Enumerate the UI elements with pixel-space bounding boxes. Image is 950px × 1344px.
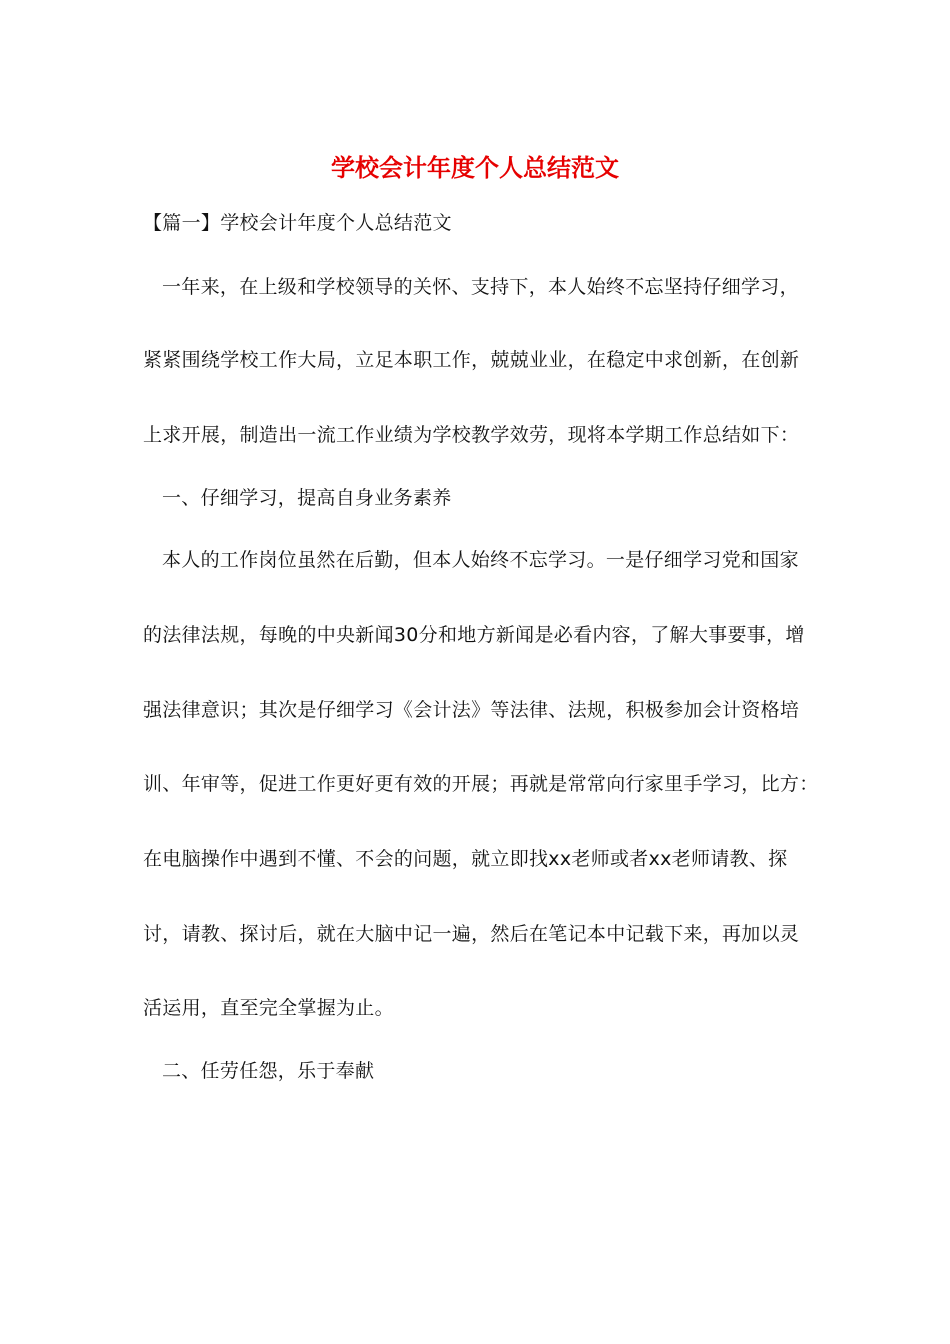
paragraph-line: 训、年审等，促进工作更好更有效的开展；再就是常常向行家里手学习，比方：: [143, 773, 819, 795]
paragraph-line: 本人的工作岗位虽然在后勤，但本人始终不忘学习。一是仔细学习党和国家: [162, 549, 799, 571]
paragraph-line: 强法律意识；其次是仔细学习《会计法》等法律、法规，积极参加会计资格培: [143, 699, 800, 721]
paragraph-line: 在电脑操作中遇到不懂、不会的问题，就立即找xx老师或者xx老师请教、探: [143, 848, 788, 870]
subheading: 二、任劳任怨，乐于奉献: [162, 1060, 375, 1082]
paragraph-line: 活运用，直至完全掌握为止。: [143, 997, 394, 1019]
paragraph-line: 一年来，在上级和学校领导的关怀、支持下，本人始终不忘坚持仔细学习，: [162, 276, 799, 298]
paragraph-line: 上求开展，制造出一流工作业绩为学校教学效劳，现将本学期工作总结如下：: [143, 424, 800, 446]
paragraph-line: 讨，请教、探讨后，就在大脑中记一遍，然后在笔记本中记载下来，再加以灵: [143, 923, 800, 945]
subheading: 一、仔细学习，提高自身业务素养: [162, 487, 452, 509]
paragraph-line: 的法律法规，每晚的中央新闻30分和地方新闻是必看内容，了解大事要事，增: [143, 624, 805, 646]
paragraph-line: 紧紧围绕学校工作大局，立足本职工作，兢兢业业，在稳定中求创新，在创新: [143, 349, 800, 371]
section-heading: 【篇一】学校会计年度个人总结范文: [143, 212, 452, 234]
page-title: 学校会计年度个人总结范文: [331, 153, 619, 182]
